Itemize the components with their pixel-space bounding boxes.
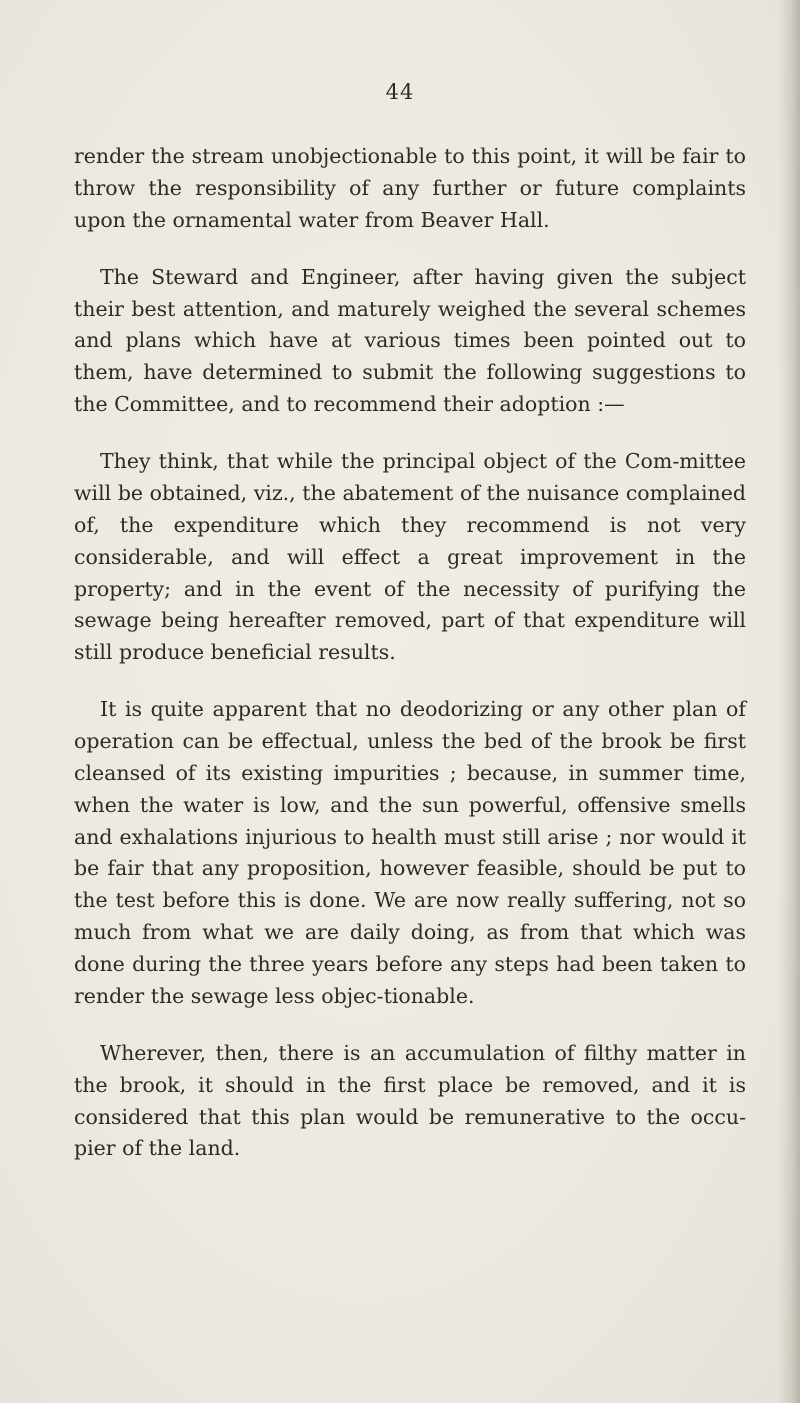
paragraph-wherever: Wherever, then, there is an accumulation of filthy matter in the brook, it should in the first place be removed, and it is considered that this plan would be remunerative to the occu-pier of the land. [74, 1040, 746, 1161]
paragraph-continuation: render the stream unobjectionable to this point, it will be fair to throw the responsibility of any further or future complaints upon the ornamental water from Beaver Hall. [74, 144, 746, 232]
page-edge-shadow [778, 0, 800, 1403]
page-number: 44 [385, 80, 415, 104]
body-text [74, 141, 746, 1165]
paragraph-steward-engineer: The Steward and Engineer, after having given the subject their best attention, and maturely weighed the several schemes and plans which have at various times been pointed out to them, have determined to submit the following suggestions to the Committee, and to recommend their adoption :— [74, 264, 746, 417]
paragraph-they-think: They think, that while the principal object of the Com-mittee will be obtained, viz., the abatement of the nuisance complained of, the expenditure which they recommend is not very considerable, and will effect a great improvement in the property; and in the event of the necessity of purifying the sewage being hereafter removed, part of that expenditure will still produce beneficial results. [74, 449, 746, 665]
paragraph-deodorizing: It is quite apparent that no deodorizing or any other plan of operation can be effectual, unless the bed of the brook be first cleansed of its existing impurities ; because, in summer time, when the water is low, and the sun powerful, offensive smells and exhalations injurious to health must still arise ; nor would it be fair that any proposition, however feasible, should be put to the test before this is done. We are now really suffering, not so much from what we are daily doing, as from that which was done during the three years before any steps had been taken to render the sewage less objec-tionable. [74, 697, 746, 1008]
